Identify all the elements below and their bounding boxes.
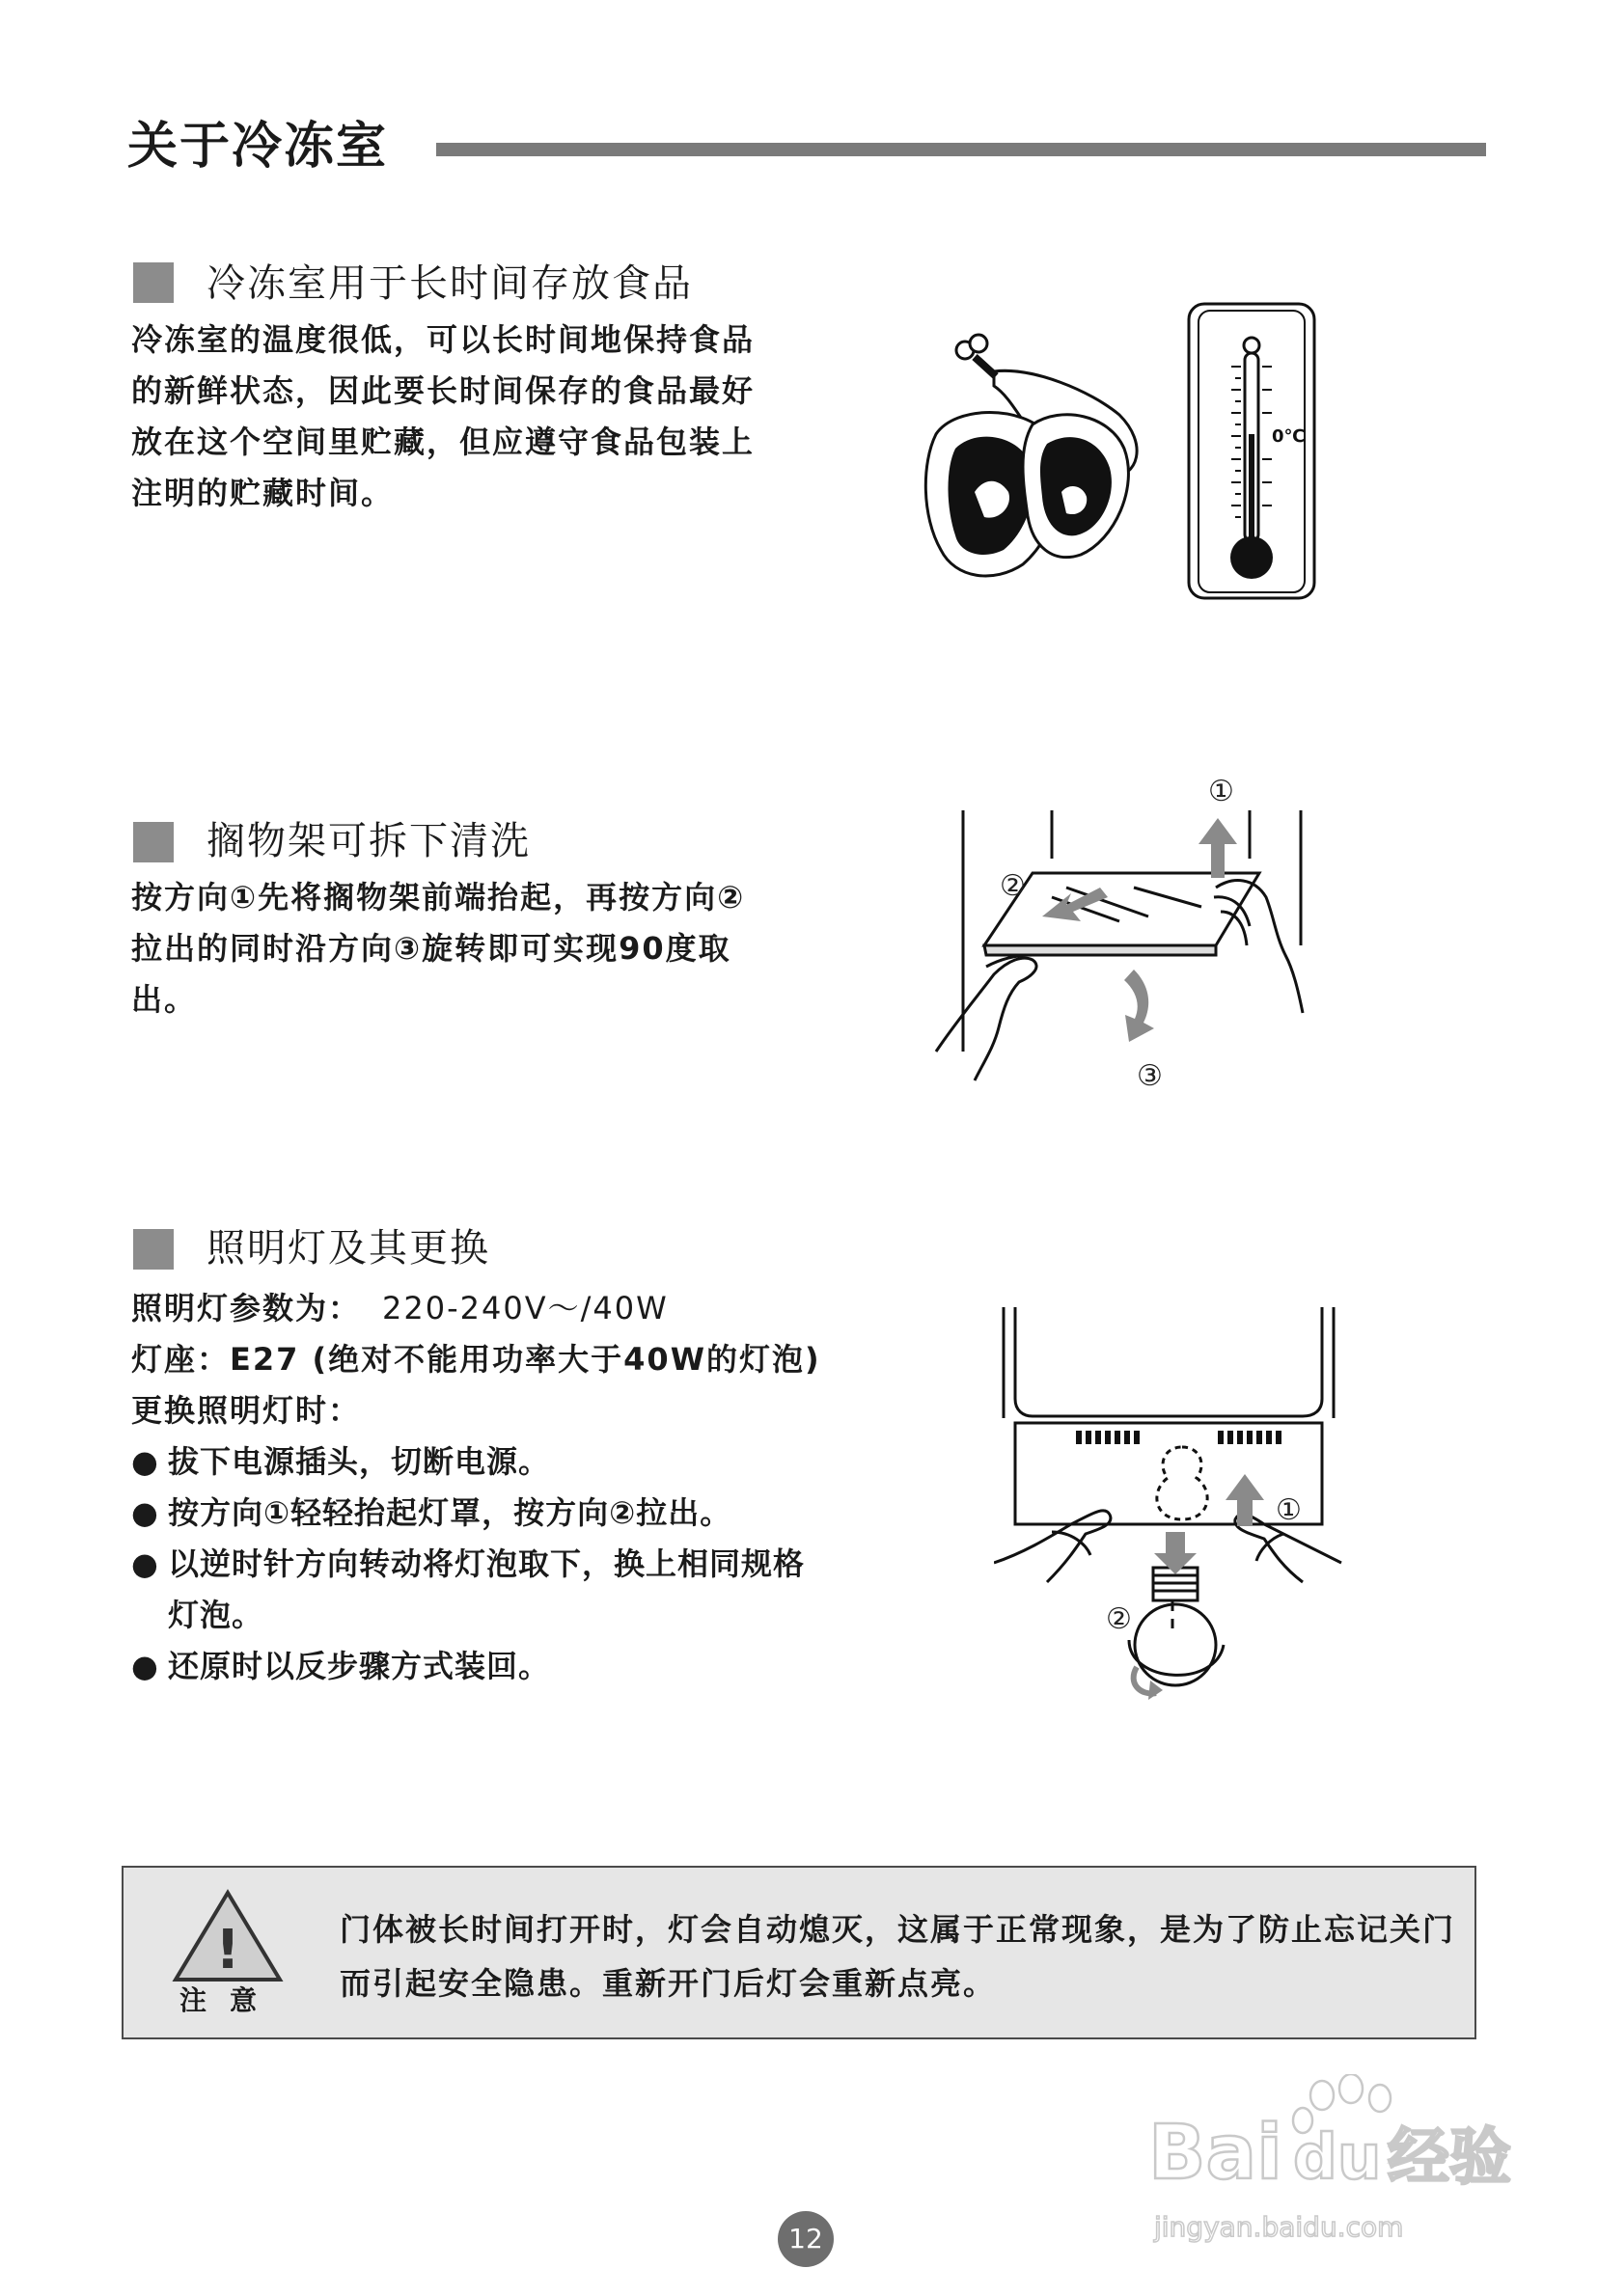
page-title: 关于冷冻室: [127, 118, 389, 176]
thermometer-label: 0℃: [1272, 426, 1306, 447]
watermark-cn: 经验: [1388, 2122, 1511, 2194]
body-line: 的新鲜状态，因此要长时间保存的食品最好: [131, 372, 756, 409]
page-number: 12: [778, 2211, 834, 2267]
watermark-brand: Bai: [1148, 2110, 1282, 2197]
section-heading-lamp-replacement: 照明灯及其更换: [207, 1226, 490, 1271]
body-line: 放在这个空间里贮藏，但应遵守食品包装上: [131, 424, 756, 460]
warning-symbol: !: [215, 1919, 240, 1982]
section-body-freezer-storage: [131, 314, 845, 519]
list-item: ● 还原时以反步骤方式装回。: [131, 1641, 826, 1692]
section-body-lamp-replacement: [131, 1283, 903, 1436]
thermometer-icon: [1189, 304, 1314, 598]
title-rule: [436, 143, 1486, 156]
steps-intro: 更换照明灯时：: [131, 1392, 362, 1429]
warning-triangle-icon: [172, 1889, 284, 1983]
section-marker-icon: [133, 1229, 174, 1270]
section-marker-icon: [133, 262, 174, 303]
marker-one: ①: [1208, 775, 1234, 808]
section-heading-freezer-storage: 冷冻室用于长时间存放食品: [207, 261, 693, 306]
body-line: 拉出的同时沿方向③旋转即可实现90度取: [131, 930, 731, 967]
lamp-steps-list: [131, 1436, 826, 1692]
marker-three: ③: [1137, 1059, 1163, 1093]
section-body-shelf-cleaning: [131, 872, 865, 1025]
marker-two: ②: [1000, 869, 1026, 903]
body-line: 出。: [131, 981, 198, 1018]
frozen-food-illustration: [917, 289, 1341, 617]
notice-text: 门体被长时间打开时，灯会自动熄灭，这属于正常现象，是为了防止忘记关门而引起安全隐患。重新开门后灯会重新点亮。: [340, 1911, 1456, 2002]
steak-icon: [1023, 415, 1128, 558]
body-line: 冷冻室的温度很低，可以长时间地保持食品: [131, 321, 756, 358]
marker-two: ②: [1106, 1602, 1132, 1636]
shelf-removal-illustration: [926, 762, 1332, 1109]
watermark-brand-tail: du: [1293, 2122, 1382, 2194]
notice-box: [122, 1866, 1476, 2039]
socket-line: 灯座：E27 (绝对不能用功率大于40W的灯泡): [131, 1341, 821, 1378]
list-item: ● 以逆时针方向转动将灯泡取下，换上相同规格灯泡。: [131, 1539, 826, 1641]
body-line: 注明的贮藏时间。: [131, 475, 395, 511]
body-line: 按方向①先将搁物架前端抬起，再按方向②: [131, 879, 746, 916]
lamp-replacement-illustration: [994, 1302, 1361, 1708]
list-item: ● 拔下电源插头，切断电源。: [131, 1436, 826, 1488]
marker-one: ①: [1276, 1493, 1302, 1527]
section-marker-icon: [133, 822, 174, 862]
lamp-spec-value: 220-240V～/40W: [382, 1290, 669, 1326]
watermark-url: jingyan.baidu.com: [1154, 2211, 1404, 2243]
baidu-jingyan-watermark: [1148, 2074, 1534, 2296]
lamp-spec-label: 照明灯参数为：: [131, 1290, 362, 1326]
notice-label: 注意: [179, 1984, 281, 2016]
list-item: ● 按方向①轻轻抬起灯罩，按方向②拉出。: [131, 1488, 826, 1539]
lamp-spec-line: [131, 1283, 903, 1334]
section-heading-shelf-cleaning: 搁物架可拆下清洗: [207, 819, 531, 863]
